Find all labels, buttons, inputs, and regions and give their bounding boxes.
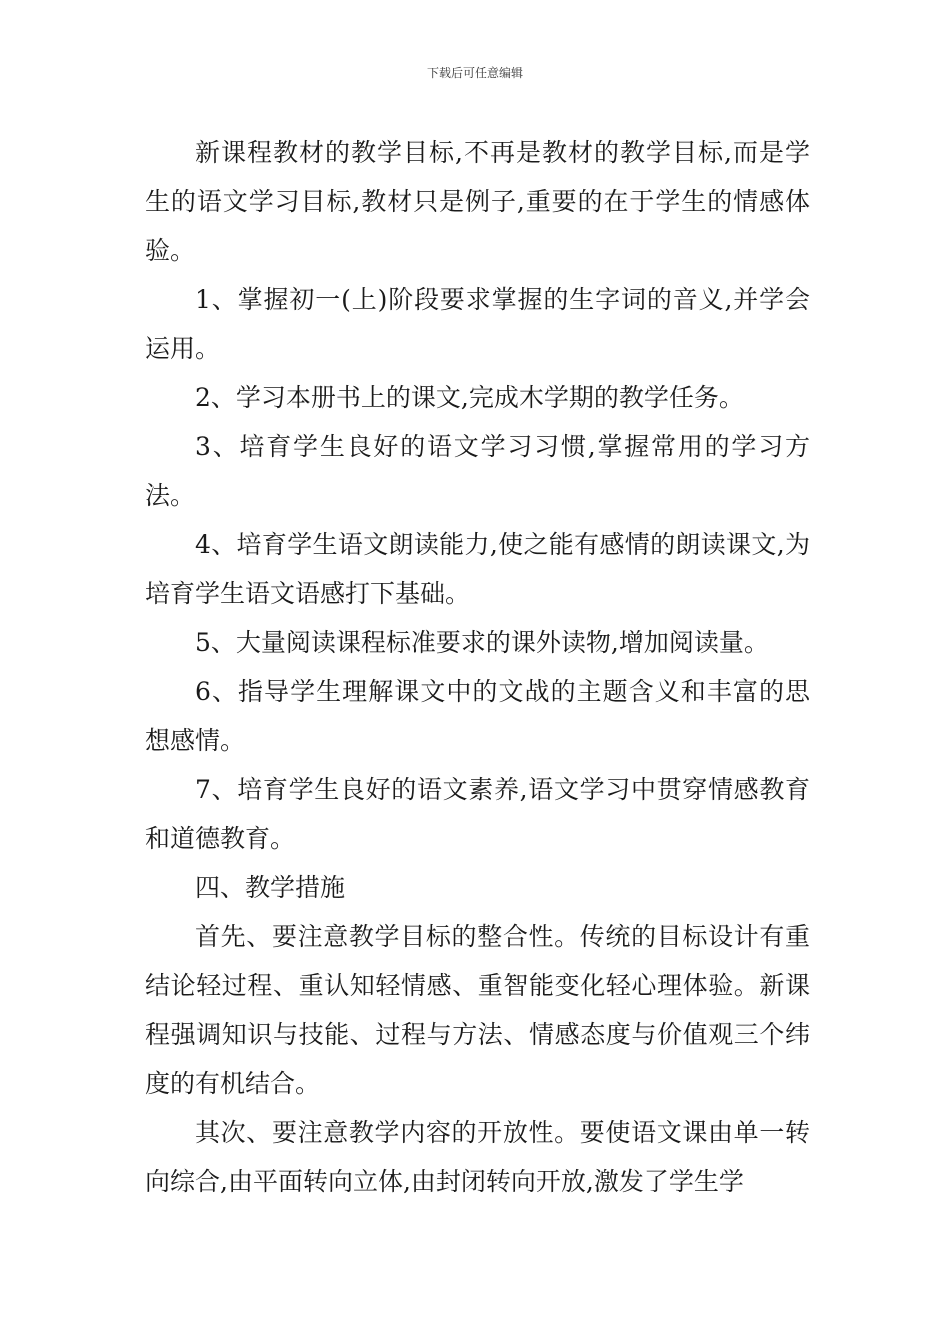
page-header-note: 下载后可任意编辑 — [426, 66, 523, 80]
paragraph-measure-first: 首先、要注意教学目标的整合性。传统的目标设计有重结论轻过程、重认知轻情感、重智能变化轻心理体验。新课程强调知识与技能、过程与方法、情感态度与价值观三个纬度的有机结合。 — [145, 922, 810, 1098]
paragraph-measure-second: 其次、要注意教学内容的开放性。要使语文课由单一转向综合,由平面转向立体,由封闭转向开放,激发了学生学 — [145, 1118, 810, 1196]
paragraph-goal-3: 3、培育学生良好的语文学习习惯,掌握常用的学习方法。 — [145, 432, 810, 510]
paragraph-goal-1: 1、掌握初一(上)阶段要求掌握的生字词的音义,并学会运用。 — [145, 285, 810, 363]
section-heading-measures: 四、教学措施 — [195, 873, 346, 902]
document-body — [145, 128, 810, 1206]
paragraph-intro: 新课程教材的教学目标,不再是教材的教学目标,而是学生的语文学习目标,教材只是例子,重要的在于学生的情感体验。 — [145, 138, 810, 265]
paragraph-goal-2: 2、学习本册书上的课文,完成木学期的教学任务。 — [195, 383, 744, 412]
paragraph-goal-6: 6、指导学生理解课文中的文战的主题含义和丰富的思想感情。 — [145, 677, 810, 755]
paragraph-goal-4: 4、培育学生语文朗读能力,使之能有感情的朗读课文,为培育学生语文语感打下基础。 — [145, 530, 810, 608]
paragraph-goal-5: 5、大量阅读课程标准要求的课外读物,增加阅读量。 — [195, 628, 769, 657]
paragraph-goal-7: 7、培育学生良好的语文素养,语文学习中贯穿情感教育和道德教育。 — [145, 775, 810, 853]
